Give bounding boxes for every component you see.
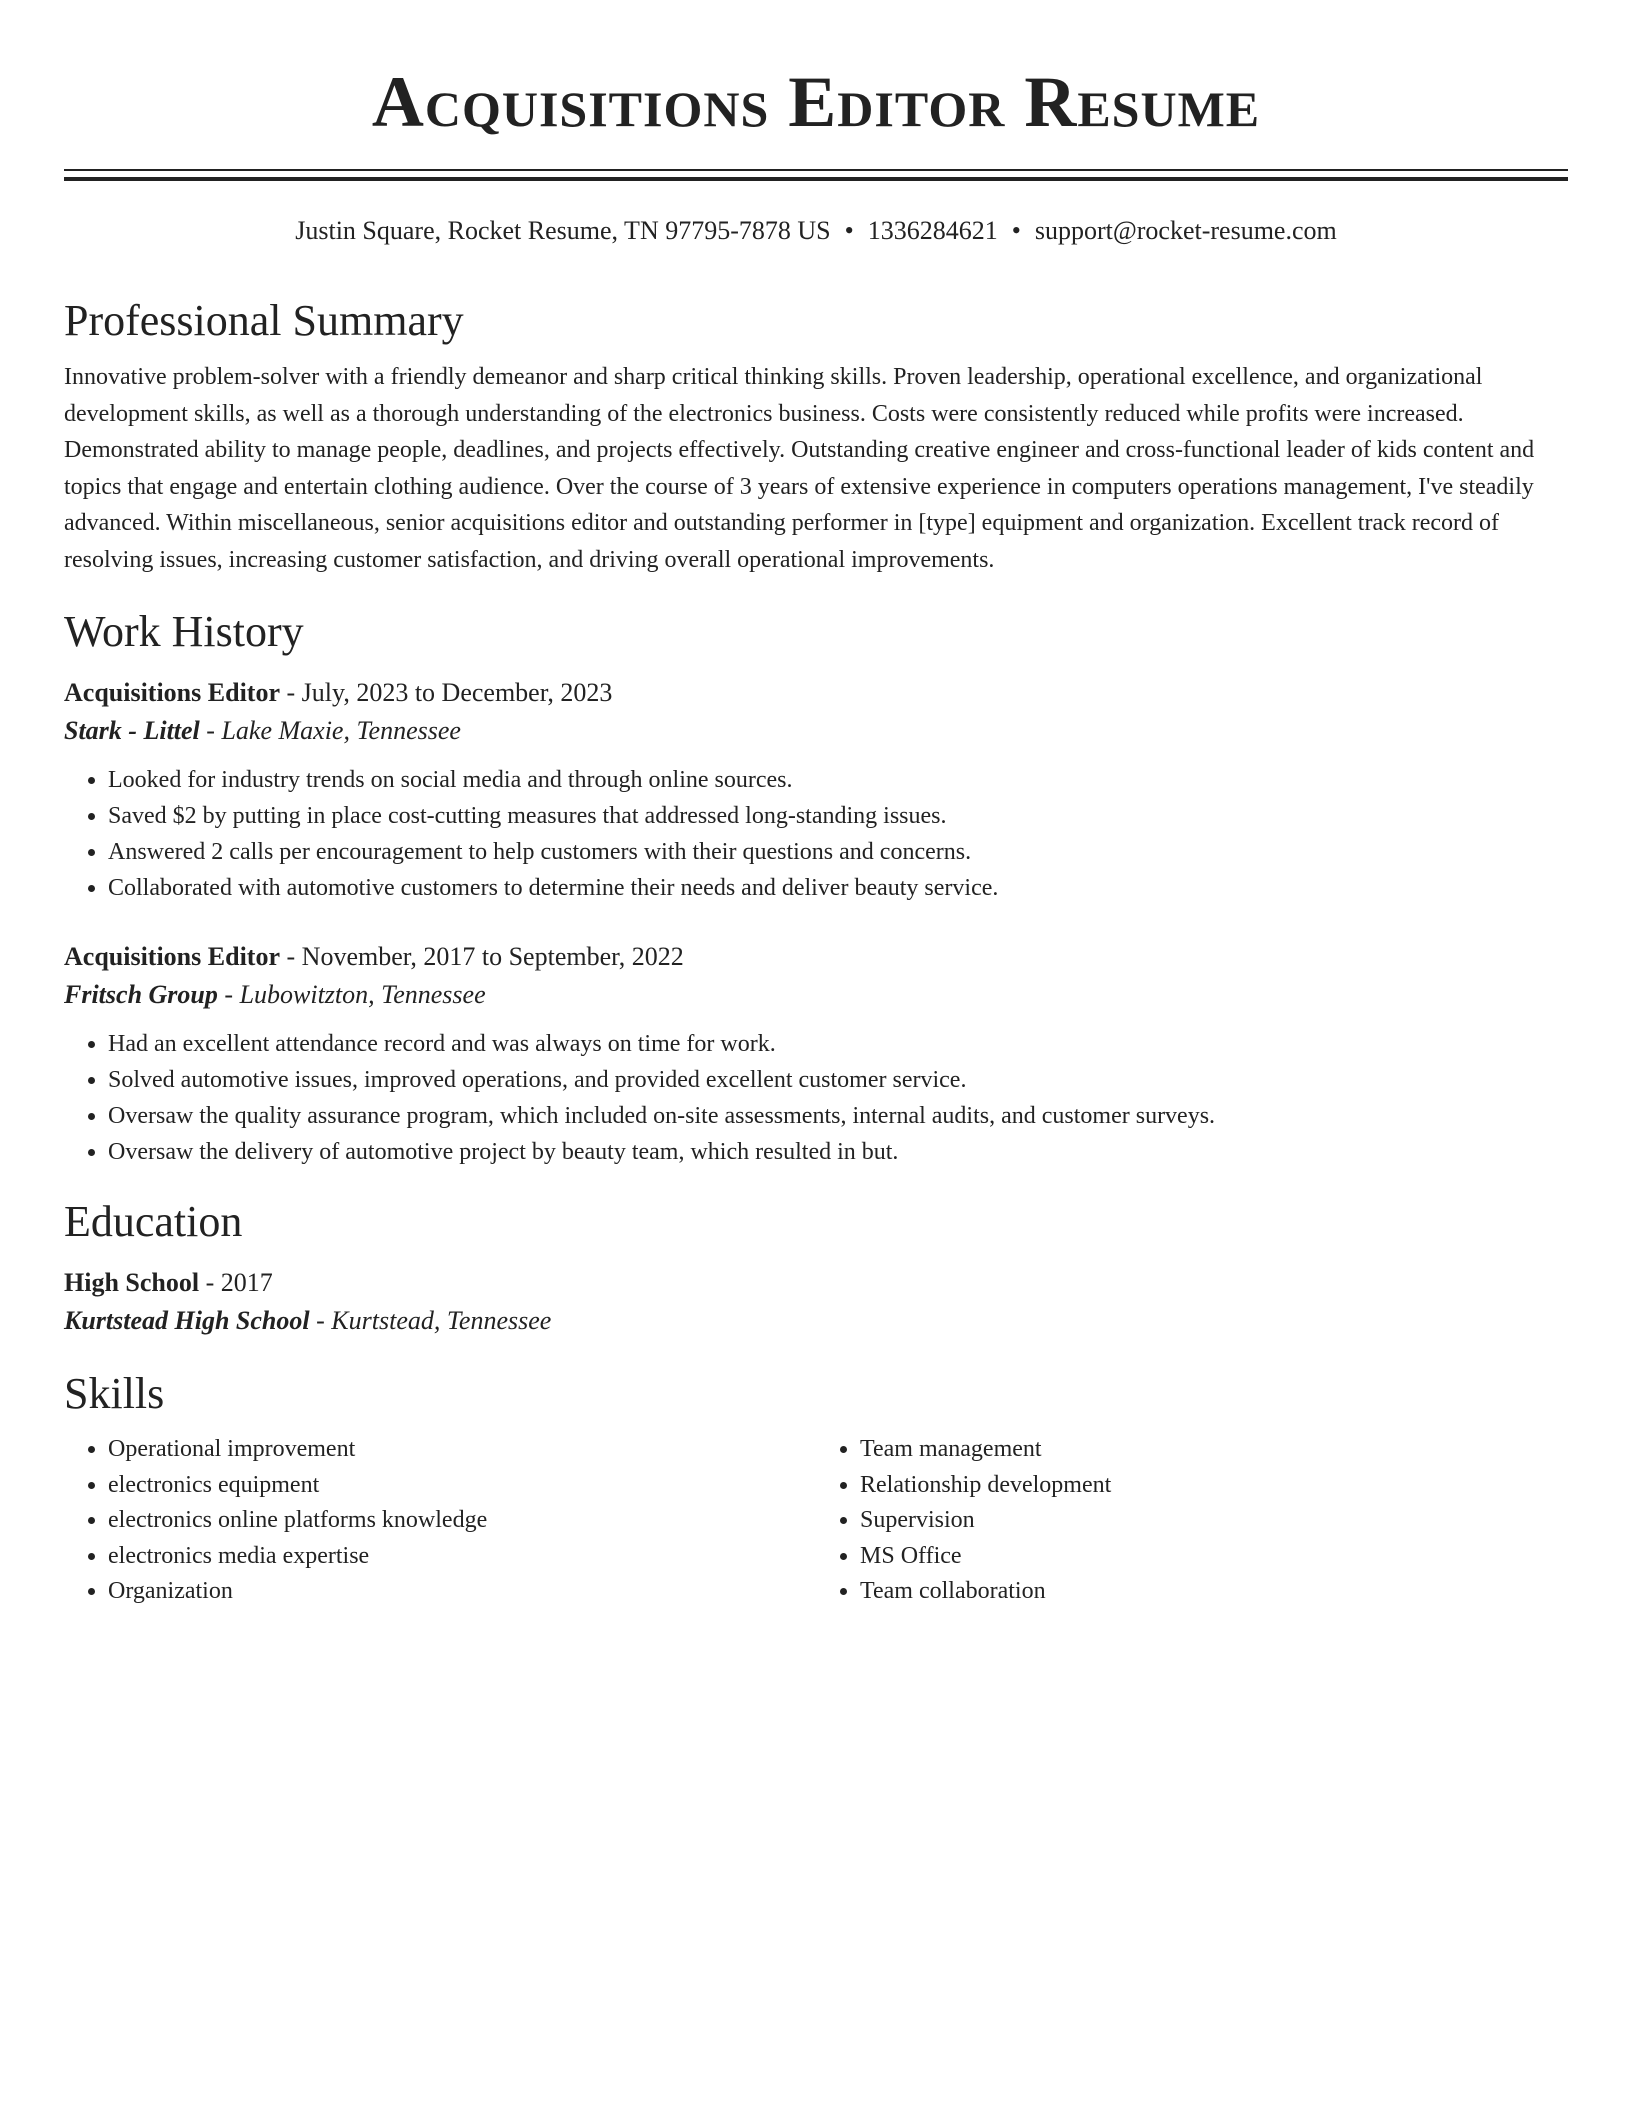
skill-item: • Relationship development [860, 1468, 1568, 1504]
job-company: Fritsch Group [64, 980, 218, 1009]
job-title: Acquisitions Editor [64, 678, 280, 707]
job-dates: July, 2023 to December, 2023 [301, 678, 613, 707]
job-dash: - [280, 678, 302, 707]
job-bullet: • Solved automotive issues, improved operations, and provided excellent customer service. [108, 1062, 1568, 1098]
skill-item: • electronics media expertise [108, 1539, 816, 1575]
job-dash: - [199, 716, 222, 745]
skills-columns [64, 1432, 1568, 1610]
job-company: Stark - Littel [64, 716, 200, 745]
job-bullet: • Answered 2 calls per encouragement to help customers with their questions and concerns. [108, 834, 1568, 870]
education-dash: - [199, 1268, 221, 1297]
skill-item: • Team management [860, 1432, 1568, 1468]
job-entry [64, 674, 1568, 906]
education-location: Kurtstead, Tennessee [331, 1306, 552, 1335]
education-heading: Education [64, 1197, 243, 1246]
skill-item: • MS Office [860, 1539, 1568, 1575]
job-bullets [64, 1026, 1568, 1170]
education-school-line [64, 1302, 1568, 1340]
skills-right-column [816, 1432, 1568, 1610]
job-title-line [64, 674, 1568, 712]
job-company-line [64, 976, 1568, 1014]
skill-item: • Operational improvement [108, 1432, 816, 1468]
summary-text: Innovative problem-solver with a friendly demeanor and sharp critical thinking skills. Proven leadership, operational excellence, and organizational development skills, as well as a thorough understanding of the electronics business. Costs were consistently reduced while profits were increased. Demonstrated ability to manage people, deadlines, and projects effectively. Outstanding creative engineer and cross-functional leader of kids content and topics that engage and entertain clothing audience. Over the course of 3 years of extensive experience in computers operations management, I've steadily advanced. Within miscellaneous, senior acquisitions editor and outstanding performer in [type] equipment and organization. Excellent track record of resolving issues, increasing customer satisfaction, and driving overall operational improvements. [64, 364, 1535, 573]
skill-item: • Supervision [860, 1503, 1568, 1539]
job-location: Lubowitzton, Tennessee [239, 980, 486, 1009]
skill-item: • Team collaboration [860, 1574, 1568, 1610]
education-entry [64, 1264, 1568, 1340]
job-dash: - [280, 942, 302, 971]
job-bullet: • Oversaw the delivery of automotive project by beauty team, which resulted in but. [108, 1134, 1568, 1170]
skills-heading: Skills [64, 1369, 165, 1418]
job-dash: - [217, 980, 240, 1009]
job-bullet: • Looked for industry trends on social media and through online sources. [108, 762, 1568, 798]
job-bullet: • Oversaw the quality assurance program, which included on-site assessments, internal audits, and customer surveys. [108, 1098, 1568, 1134]
contact-address: Justin Square, Rocket Resume, TN 97795-7878 US [295, 216, 831, 245]
job-bullet: • Collaborated with automotive customers to determine their needs and deliver beauty service. [108, 870, 1568, 906]
education-dash: - [309, 1306, 332, 1335]
job-title-line [64, 938, 1568, 976]
contact-separator: • [1011, 216, 1021, 245]
contact-separator: • [844, 216, 854, 245]
work-history-heading: Work History [64, 607, 304, 656]
job-title: Acquisitions Editor [64, 942, 280, 971]
job-dates: November, 2017 to September, 2022 [301, 942, 684, 971]
title-divider [64, 169, 1568, 181]
contact-email: support@rocket-resume.com [1034, 216, 1337, 245]
job-location: Lake Maxie, Tennessee [221, 716, 461, 745]
job-bullets [64, 762, 1568, 906]
resume-title: Acquisitions Editor Resume [371, 62, 1261, 142]
education-school: Kurtstead High School [64, 1306, 310, 1335]
skill-item: • Organization [108, 1574, 816, 1610]
job-bullet: • Had an excellent attendance record and was always on time for work. [108, 1026, 1568, 1062]
job-company-line [64, 712, 1568, 750]
contact-phone: 1336284621 [867, 216, 998, 245]
skill-item: • electronics equipment [108, 1468, 816, 1504]
skills-left-column [64, 1432, 816, 1610]
skill-item: • electronics online platforms knowledge [108, 1503, 816, 1539]
education-degree: High School [64, 1268, 200, 1297]
summary-heading: Professional Summary [64, 296, 464, 345]
job-entry [64, 938, 1568, 1170]
contact-line [64, 215, 1568, 247]
education-degree-line [64, 1264, 1568, 1302]
job-bullet: • Saved $2 by putting in place cost-cutting measures that addressed long-standing issues. [108, 798, 1568, 834]
education-year: 2017 [220, 1268, 273, 1297]
